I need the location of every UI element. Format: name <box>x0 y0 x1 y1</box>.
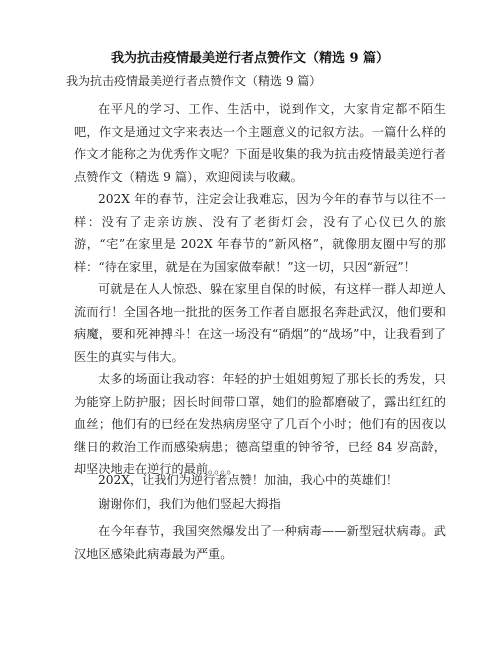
paragraph-medical-workers: 可就是在人人惊恐、躲在家里自保的时候，有这样一群人却逆人流而行！全国各地一批批的医务工作者自愿报名奔赴武汉，他们要和病魔，要和死神搏斗！在这一场没有“硝烟”的“战场”中，让我看到了医生的真实与伟大。 <box>74 282 446 364</box>
paragraph-praise: 202X，让我们为逆行者点赞！加油，我心中的英雄们！ <box>98 473 399 487</box>
paragraph-spring-festival: 202X 年的春节，注定会让我难忘，因为今年的春节与以往不一样：没有了走亲访族、没有了老街灯会，没有了心仪已久的旅游，“宅”在家里是 202X 年春节的”新风格”，就像朋友圈中写的那样：“待在家里，就是在为国家做奉献！”这一切，只因“新冠”！ <box>74 192 446 274</box>
paragraph-intro: 在平凡的学习、工作、生活中，说到作文，大家肯定都不陌生吧，作文是通过文字来表达一个主题意义的记叙方法。一篇什么样的作文才能称之为优秀作文呢？下面是收集的我为抗击疫情最美逆行者点赞作文（精选 9 篇），欢迎阅读与收藏。 <box>74 102 446 184</box>
document-subtitle: 我为抗击疫情最美逆行者点赞作文（精选 9 篇） <box>66 74 322 88</box>
paragraph-virus-outbreak: 在今年春节，我国突然爆发出了一种病毒——新型冠状病毒。武汉地区感染此病毒最为严重。 <box>74 524 446 561</box>
closing-line: 谢谢你们，我们为他们竖起大拇指 <box>98 497 281 511</box>
paragraph-moving-scenes: 太多的场面让我动容：年轻的护士姐姐剪短了那长长的秀发，只为能穿上防护服；因长时间带口罩，她们的脸都磨破了，露出红红的血丝；他们有的已经在发热病房坚守了几百个小时；他们有的因夜以继日的救治工作而感染病患；德高望重的钟爷爷，已经 84 岁高龄，却坚决地走在逆行的最前。。。。 <box>74 372 446 476</box>
document-title: 我为抗击疫情最美逆行者点赞作文（精选 9 篇） <box>110 51 390 66</box>
